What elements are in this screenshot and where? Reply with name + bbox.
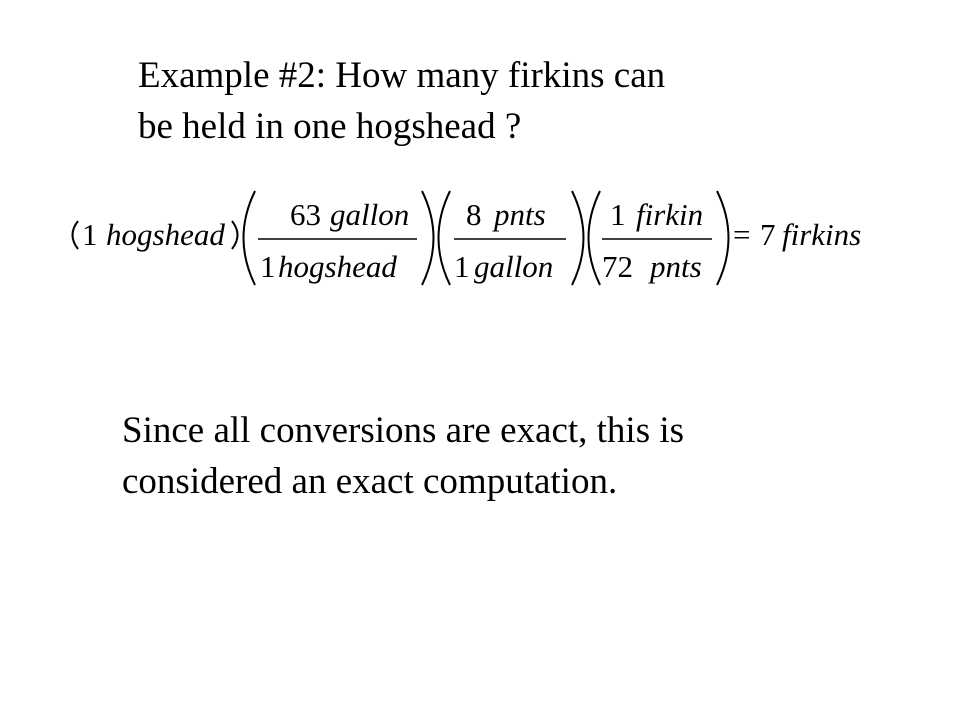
conversion-equation (60, 183, 890, 293)
factor-3-den-unit: pnts (650, 249, 702, 284)
factor-2-den-number: 1 (454, 249, 470, 284)
factor-1-num-number: 63 (290, 197, 321, 232)
factor-3-close-paren (717, 191, 729, 285)
equals-sign: = (733, 217, 751, 252)
question-line-1: Example #2: How many firkins can (138, 55, 666, 96)
result-number: 7 (760, 217, 776, 252)
factor-1-close-paren (422, 191, 434, 285)
factor-2-num-number: 8 (466, 197, 482, 232)
note-line-2: considered an exact computation. (122, 461, 618, 502)
note-line-1: Since all conversions are exact, this is (122, 410, 685, 451)
equation-result (733, 217, 861, 252)
question-line-2: be held in one hogshead ? (138, 106, 522, 147)
conversion-factor-1 (244, 191, 434, 285)
conversion-factor-2 (439, 191, 584, 285)
factor-3-open-paren (589, 191, 601, 285)
factor-1-den-unit: hogshead (278, 249, 397, 284)
start-number: 1 (82, 217, 98, 252)
factor-2-num-unit: pnts (494, 197, 546, 232)
factor-2-close-paren (572, 191, 584, 285)
starting-quantity (73, 217, 238, 252)
close-paren (232, 221, 238, 249)
start-unit: hogshead (106, 217, 225, 252)
factor-1-num-unit: gallon (330, 197, 410, 232)
factor-1-den-number: 1 (260, 249, 276, 284)
example-question (138, 50, 838, 152)
factor-3-num-unit: firkin (636, 197, 704, 232)
factor-1-open-paren (244, 191, 256, 285)
exactness-note (122, 405, 882, 507)
conversion-factor-3 (589, 191, 729, 285)
factor-3-num-number: 1 (610, 197, 626, 232)
factor-2-open-paren (439, 191, 451, 285)
factor-2-den-unit: gallon (474, 249, 554, 284)
factor-3-den-number: 72 (602, 249, 633, 284)
open-paren (73, 221, 79, 249)
result-unit: firkins (782, 217, 862, 252)
